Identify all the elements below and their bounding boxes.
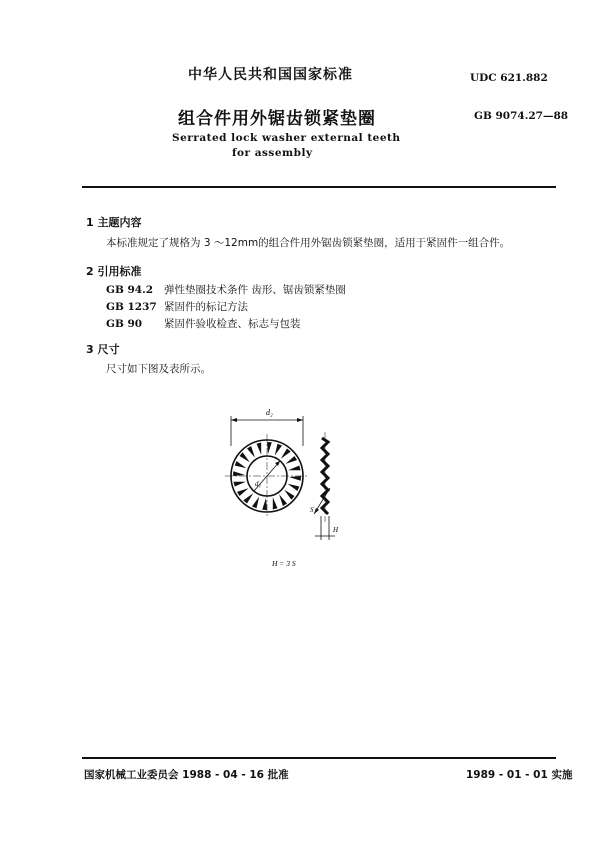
reference-title: 弹性垫圈技术条件 齿形、锯齿锁紧垫圈: [164, 284, 346, 296]
washer-tooth: [288, 466, 300, 471]
english-title-line-1: Serrated lock washer external teeth: [172, 132, 401, 144]
udc-number: UDC 621.882: [470, 72, 548, 84]
washer-tooth: [252, 497, 259, 509]
washer-side-view: [322, 432, 328, 522]
washer-tooth: [243, 493, 253, 503]
footer-approval-info: 国家机械工业委员会 1988 - 04 - 16 批准: [84, 769, 289, 781]
arrowhead: [297, 418, 303, 422]
document-title: 组合件用外锯齿锁紧垫圈: [178, 109, 376, 129]
english-title-line-2: for assembly: [232, 147, 313, 159]
washer-tooth: [285, 456, 297, 464]
reference-code: GB 90: [106, 318, 143, 330]
label-h: H: [333, 526, 339, 534]
reference-item: [106, 299, 248, 314]
washer-tooth: [235, 461, 247, 468]
label-d2: d₂: [266, 408, 273, 417]
washer-tooth: [289, 476, 301, 481]
footer-effective-date: 1989 - 01 - 01 实施: [466, 769, 573, 781]
standard-type-header: 中华人民共和国国家标准: [188, 67, 353, 83]
section-1-heading: 1 主题内容: [86, 216, 142, 229]
reference-item: [106, 316, 301, 331]
washer-tooth: [240, 452, 250, 462]
washer-tooth: [262, 498, 267, 510]
washer-tooth: [279, 494, 287, 506]
section-2-heading: 2 引用标准: [86, 265, 142, 278]
washer-tooth: [257, 443, 262, 455]
reference-code: GB 1237: [106, 301, 157, 313]
washer-tooth: [281, 449, 291, 459]
washer-tooth: [267, 442, 272, 454]
section-3-heading: 3 尺寸: [86, 343, 120, 356]
label-s: S: [310, 506, 314, 514]
figure-caption: H = 3 S: [272, 559, 296, 568]
reference-title: 紧固件的标记方法: [164, 301, 248, 313]
washer-tooth: [275, 444, 282, 456]
washer-tooth: [234, 482, 246, 487]
washer-tooth: [288, 484, 300, 491]
section-3-body: 尺寸如下图及表所示。: [106, 363, 211, 375]
reference-item: [106, 282, 346, 297]
section-1-body: 本标准规定了规格为 3 ～12mm的组合件用外锯齿锁紧垫圈，适用于紧固件一组合件。: [106, 237, 511, 249]
washer-face-view: [225, 434, 309, 518]
washer-tooth: [273, 497, 278, 509]
washer-tooth: [233, 471, 245, 476]
gb-standard-number: GB 9074.27—88: [474, 110, 569, 122]
washer-tooth: [237, 488, 249, 496]
washer-technical-drawing: [218, 402, 348, 572]
reference-code: GB 94.2: [106, 284, 154, 296]
label-d1: d₁: [255, 480, 261, 488]
footer-divider: [82, 757, 556, 759]
washer-tooth: [284, 490, 294, 500]
header-divider: [82, 186, 556, 188]
washer-tooth: [247, 446, 255, 458]
arrowhead: [231, 418, 237, 422]
arrowhead: [314, 508, 319, 514]
reference-title: 紧固件验收检查、标志与包装: [164, 318, 301, 330]
